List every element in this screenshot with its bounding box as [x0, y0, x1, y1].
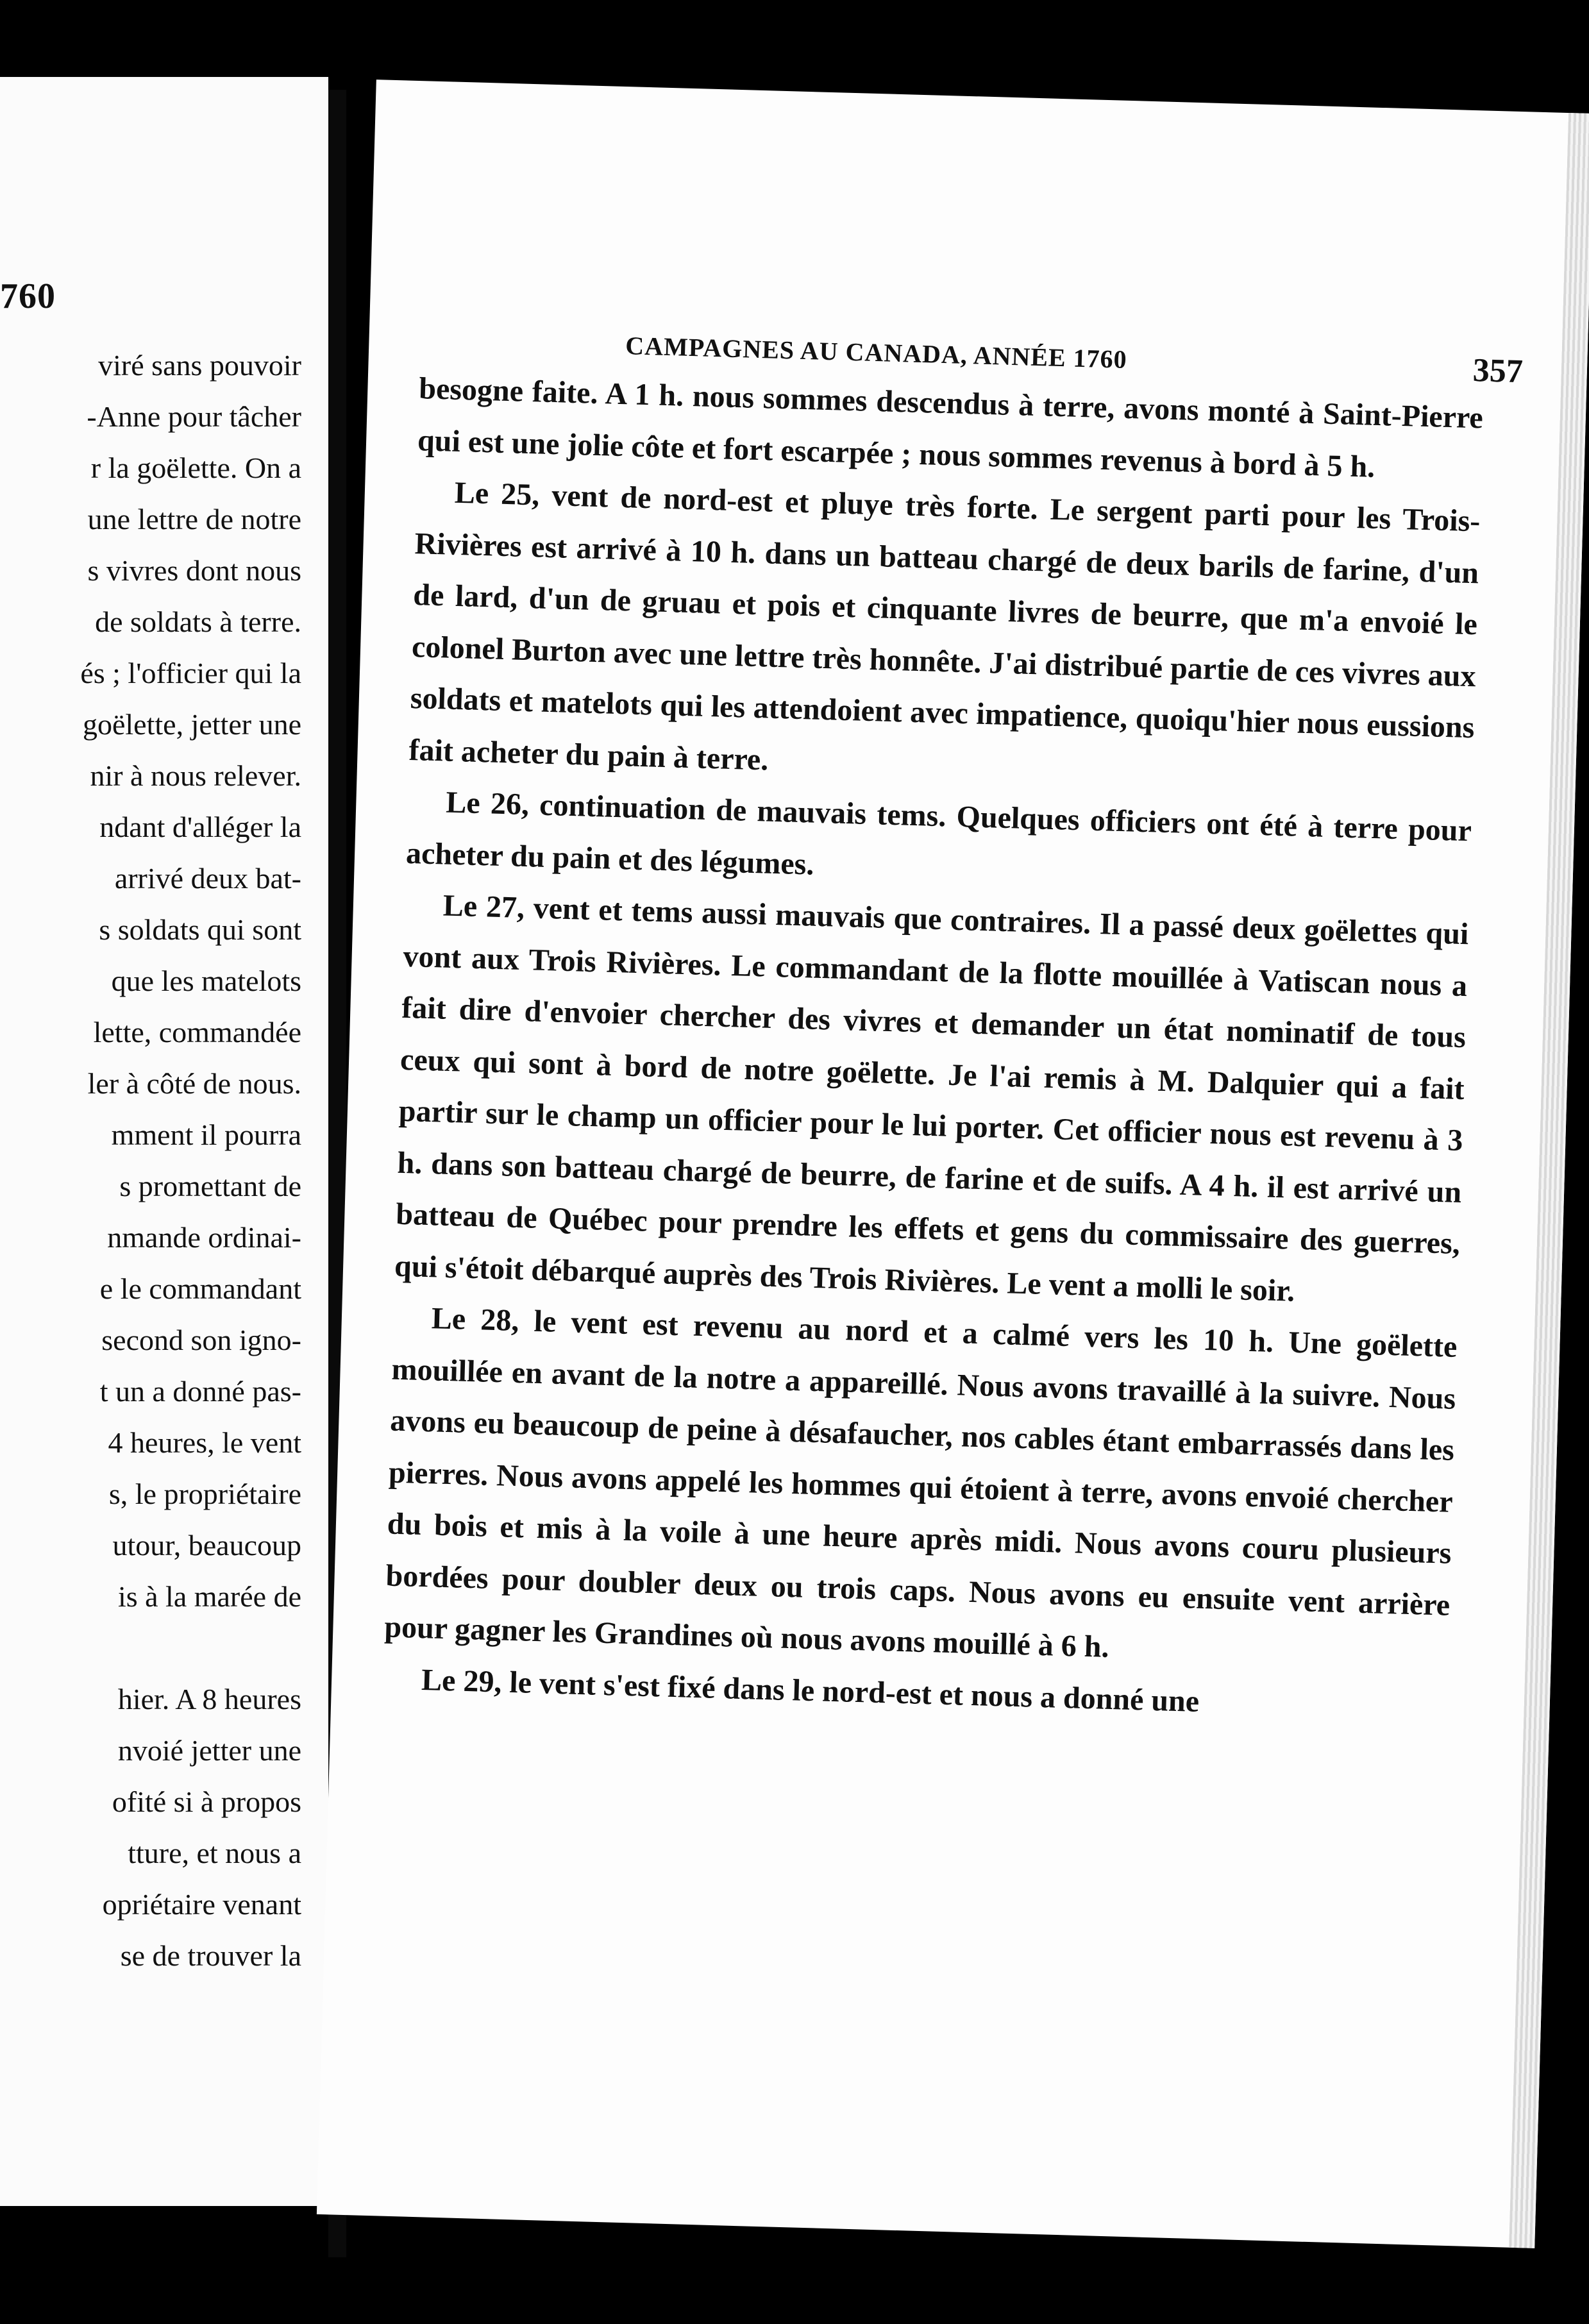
left-page-line: is à la marée de	[117, 1580, 301, 1613]
paragraph: Le 27, vent et tems aussi mauvais que contraires. Il a passé deux goëlettes qui vont aux Trois Rivières. Le commandant de la flotte mouillée à Vatiscan nous a fait dire d'envoier chercher des vivres et demander un état nominatif de tous ceux qui sont à bord de notre goëlette. Je l'ai remis à M. Dalquier qui a fait partir sur le champ un officier pour le lui porter. Cet officier nous est revenu à 3 h. dans son batteau chargé de beurre, de farine et de suifs. A 4 h. il est arrivé un batteau de Québec pour prendre les effets et gens du commissaire des guerres, qui s'étoit débarqué auprès des Trois Rivières. Le vent a molli le soir.	[394, 888, 1470, 1308]
left-page-line: nmande ordinai-	[107, 1221, 301, 1254]
left-page-text	[0, 340, 301, 1982]
paragraph: besogne faite. A 1 h. nous sommes descendus à terre, avons monté à Saint-Pierre qui est une jolie côte et fort escarpée ; nous sommes revenus à bord à 5 h.	[417, 371, 1484, 484]
left-page-line: s, le propriétaire	[108, 1478, 301, 1510]
left-page-line: lette, commandée	[93, 1016, 301, 1048]
left-page-line: goëlette, jetter une	[82, 708, 301, 741]
left-page-line: tture, et nous a	[128, 1837, 301, 1869]
left-page-line: és ; l'officier qui la	[80, 657, 301, 689]
paragraph: Le 28, le vent est revenu au nord et a calmé vers les 10 h. Une goëlette mouillée en avant de la notre a appareillé. Nous avons travaillé à la suivre. Nous avons eu beaucoup de peine à désafaucher, nos cables étant embarrassés dans les pierres. Nous avons appelé les hommes qui étoient à terre, avons envoié chercher du bois et mis à la voile à une heure après midi. Nous avons couru plusieurs bordées pour doubler deux ou trois caps. Nous avons eu ensuite vent arrière pour gagner les Grandines où nous avons mouillé à 6 h.	[383, 1301, 1458, 1664]
right-page	[317, 80, 1589, 2248]
left-page-line: s promettant de	[119, 1170, 301, 1202]
paragraph: Le 29, le vent s'est fixé dans le nord-est et nous a donné une	[421, 1662, 1200, 1719]
left-page-line: -Anne pour tâcher	[87, 400, 301, 433]
left-page-line: une lettre de notre	[87, 503, 301, 535]
left-page-number: 760	[0, 276, 56, 316]
left-page-line: mment il pourra	[111, 1118, 301, 1151]
paragraph: Le 25, vent de nord-est et pluye très forte. Le sergent parti pour les Trois-Rivières est arrivé à 10 h. dans un batteau chargé de deux barils de farine, d'un de lard, d'un de gruau et pois et cinquante livres de beurre, que m'a envoié le colonel Burton avec une lettre très honnête. J'ai distribué partie de ces vivres aux soldats et matelots qui les attendoient avec impatience, quoiqu'hier nous eussions fait acheter du pain à terre.	[408, 475, 1481, 777]
left-page-line: opriétaire venant	[102, 1888, 301, 1921]
left-page-line: arrivé deux bat-	[114, 862, 301, 895]
left-page-line: s vivres dont nous	[87, 554, 301, 587]
left-page-line: ler à côté de nous.	[87, 1067, 301, 1100]
left-page-line: r la goëlette. On a	[90, 451, 301, 484]
left-page-line: t un a donné pas-	[99, 1375, 301, 1408]
left-page-line: ofité si à propos	[112, 1785, 301, 1818]
left-page-line: utour, beaucoup	[112, 1529, 301, 1562]
left-page-line: nvoié jetter une	[117, 1734, 301, 1767]
left-page-line: hier. A 8 heures	[117, 1683, 301, 1715]
left-page	[0, 77, 328, 2206]
left-page-line: second son igno-	[101, 1324, 301, 1356]
left-page-line: de soldats à terre.	[95, 605, 301, 638]
page-number: 357	[1472, 352, 1524, 391]
body-text	[382, 363, 1484, 1735]
running-head: CAMPAGNES AU CANADA, ANNÉE 1760	[625, 331, 1128, 374]
page-edge	[1509, 113, 1589, 2248]
left-page-line: ndant d'alléger la	[99, 811, 301, 843]
left-page-line: se de trouver la	[120, 1939, 301, 1972]
left-page-line: nir à nous relever.	[90, 759, 301, 792]
left-page-line: e le commandant	[99, 1272, 301, 1305]
left-page-line: viré sans pouvoir	[98, 349, 301, 382]
left-page-line: 4 heures, le vent	[108, 1426, 301, 1459]
left-page-line: s soldats qui sont	[99, 913, 301, 946]
paragraph: Le 26, continuation de mauvais tems. Quelques officiers ont été à terre pour acheter du pain et des légumes.	[405, 785, 1472, 882]
left-page-line	[0, 1622, 301, 1674]
left-page-line: que les matelots	[111, 964, 301, 997]
